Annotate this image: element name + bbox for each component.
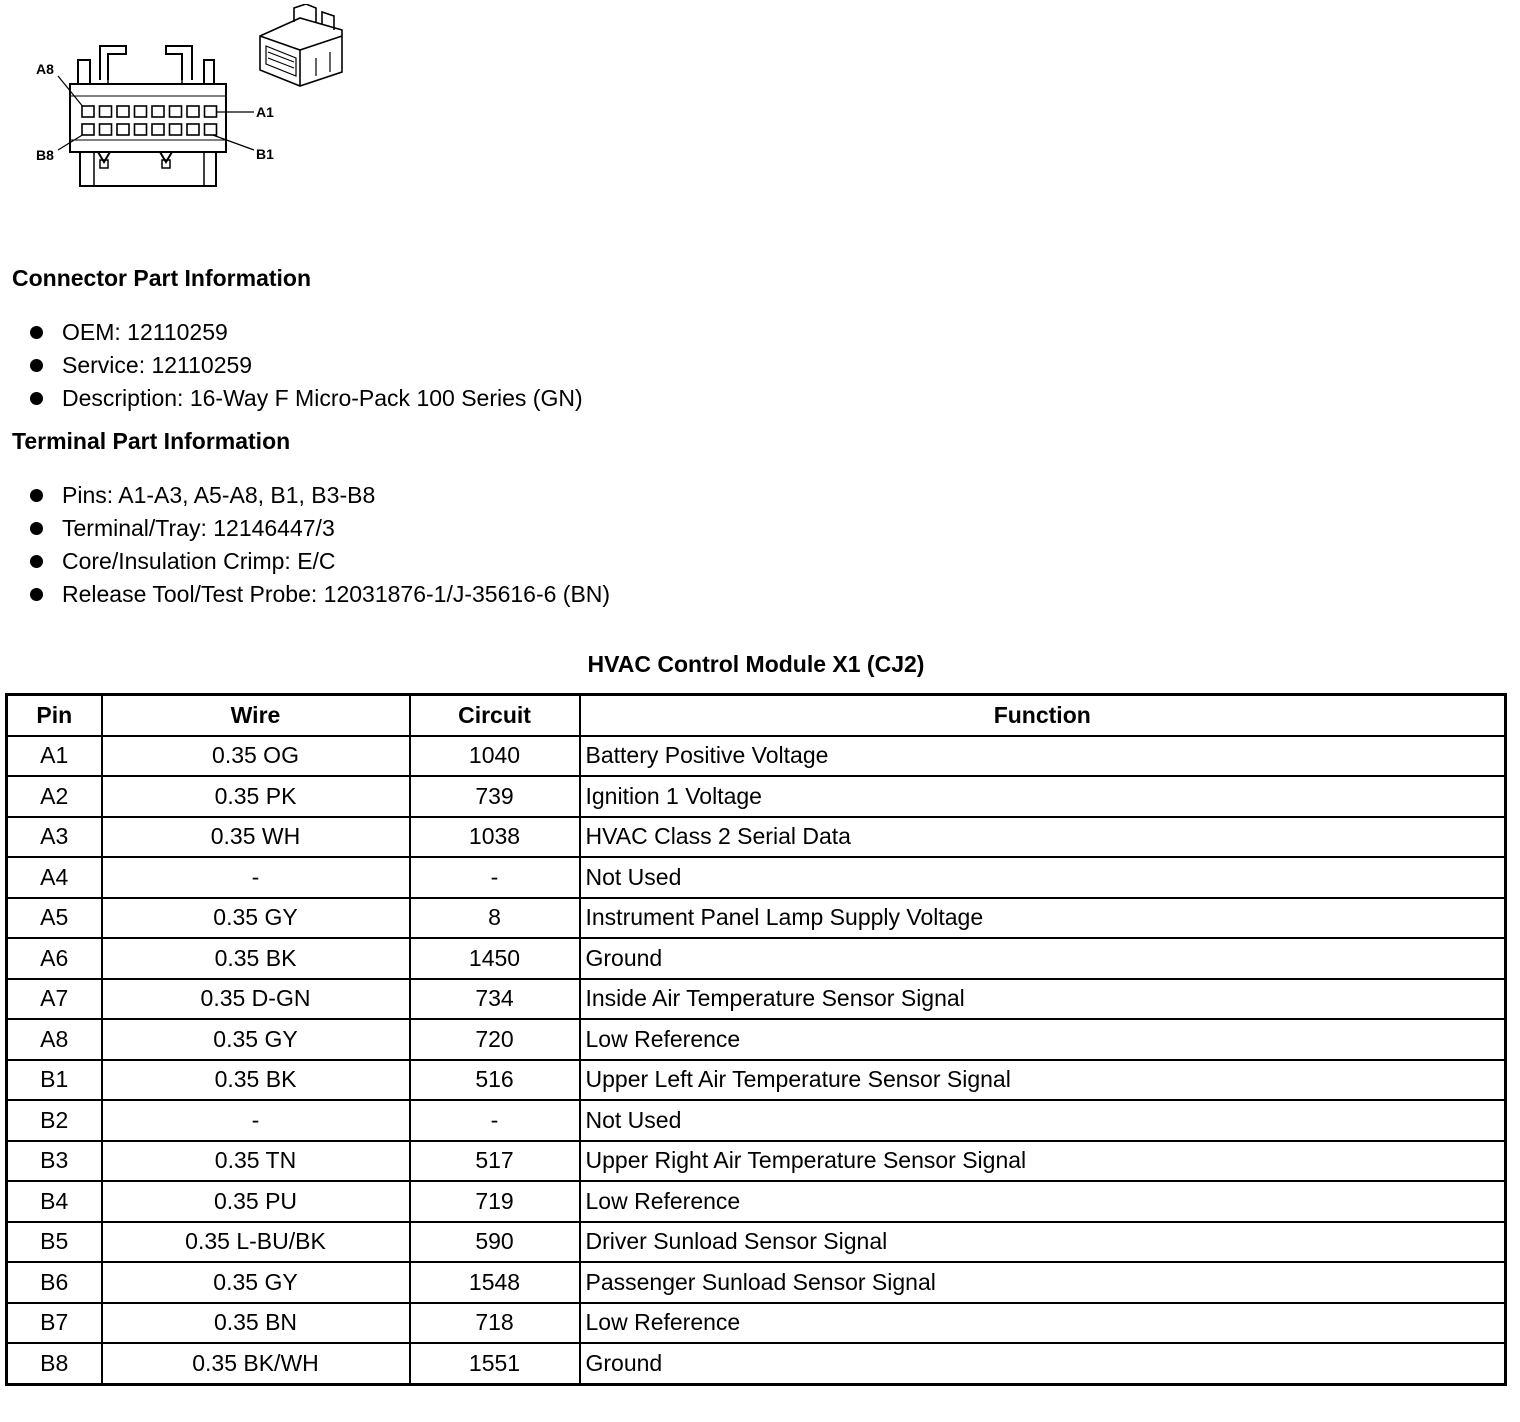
cell-pin: B6 [7,1262,102,1303]
cell-circuit: 590 [410,1222,580,1263]
terminal-cavity [135,106,147,117]
cell-wire: 0.35 OG [102,736,410,777]
table-title: HVAC Control Module X1 (CJ2) [587,651,925,677]
table-row [7,979,1506,1020]
cell-wire: 0.35 BK [102,1060,410,1101]
bullet-icon [30,522,43,535]
cell-function: Ground [580,1343,1506,1384]
table-row [7,898,1506,939]
cell-wire: 0.35 BK [102,938,410,979]
cell-function: Driver Sunload Sensor Signal [580,1222,1506,1263]
cell-pin: B7 [7,1303,102,1344]
cell-pin: A3 [7,817,102,858]
bullet-icon [30,489,43,502]
cell-function: HVAC Class 2 Serial Data [580,817,1506,858]
cell-circuit: 1548 [410,1262,580,1303]
cell-wire: - [102,857,410,898]
cell-wire: 0.35 PK [102,776,410,817]
cell-circuit: 739 [410,776,580,817]
cell-pin: B8 [7,1343,102,1384]
cell-pin: A7 [7,979,102,1020]
cell-pin: A2 [7,776,102,817]
cell-function: Battery Positive Voltage [580,736,1506,777]
table-row [7,938,1506,979]
cell-function: Passenger Sunload Sensor Signal [580,1262,1506,1303]
terminal-cavity [170,124,182,135]
cell-pin: A6 [7,938,102,979]
cell-circuit: 516 [410,1060,580,1101]
cell-pin: A1 [7,736,102,777]
cell-circuit: - [410,1100,580,1141]
cell-function: Not Used [580,1100,1506,1141]
cell-wire: 0.35 L-BU/BK [102,1222,410,1263]
bullet-icon [30,392,43,405]
pin-label-a1: A1 [256,104,274,120]
cell-function: Instrument Panel Lamp Supply Voltage [580,898,1506,939]
table-row [7,1343,1506,1384]
bullet-icon [30,326,43,339]
pinout-table [5,693,1507,1386]
terminal-cavity [135,124,147,135]
cell-function: Low Reference [580,1181,1506,1222]
terminal-cavity [152,106,164,117]
cell-circuit: 734 [410,979,580,1020]
list-item-text: Service: 12110259 [62,352,253,378]
table-row [7,1141,1506,1182]
cell-wire: 0.35 BK/WH [102,1343,410,1384]
cell-circuit: 1450 [410,938,580,979]
cell-function: Inside Air Temperature Sensor Signal [580,979,1506,1020]
table-row [7,1262,1506,1303]
terminal-cavity [117,124,129,135]
connector-part-info-list [28,316,583,415]
table-row [7,1181,1506,1222]
cell-circuit: 718 [410,1303,580,1344]
pin-label-b8: B8 [36,147,54,163]
terminal-cavity [187,106,199,117]
table-row [7,736,1506,777]
list-item [28,578,610,611]
cell-wire: 0.35 PU [102,1181,410,1222]
cell-wire: 0.35 TN [102,1141,410,1182]
cell-function: Ground [580,938,1506,979]
cell-pin: A5 [7,898,102,939]
cell-circuit: 1038 [410,817,580,858]
cell-wire: 0.35 GY [102,1262,410,1303]
cell-function: Upper Right Air Temperature Sensor Signal [580,1141,1506,1182]
cell-wire: 0.35 GY [102,898,410,939]
terminal-cavity [170,106,182,117]
cell-pin: B4 [7,1181,102,1222]
terminal-cavity [82,106,94,117]
list-item [28,512,610,545]
cell-wire: - [102,1100,410,1141]
cell-function: Not Used [580,857,1506,898]
list-item [28,545,610,578]
list-item-text: Description: 16-Way F Micro-Pack 100 Series (GN) [62,385,583,411]
cell-pin: B5 [7,1222,102,1263]
terminal-cavity [82,124,94,135]
connector-part-info-heading: Connector Part Information [12,265,312,291]
terminal-cavity [100,124,112,135]
pin-label-b1: B1 [256,146,274,162]
terminal-cavity [205,124,217,135]
terminal-cavity [117,106,129,117]
cell-circuit: 720 [410,1019,580,1060]
cell-pin: B3 [7,1141,102,1182]
list-item [28,382,583,415]
bullet-icon [30,588,43,601]
terminal-cavity [152,124,164,135]
cell-function: Ignition 1 Voltage [580,776,1506,817]
table-row [7,1019,1506,1060]
cell-circuit: 1040 [410,736,580,777]
bullet-icon [30,555,43,568]
cell-wire: 0.35 WH [102,817,410,858]
list-item [28,349,583,382]
header-pin: Pin [7,695,102,736]
cell-wire: 0.35 D-GN [102,979,410,1020]
cell-circuit: 517 [410,1141,580,1182]
cell-pin: A4 [7,857,102,898]
table-row [7,817,1506,858]
cell-circuit: 8 [410,898,580,939]
connector-diagram [30,4,360,194]
terminal-part-info-list [28,479,610,611]
list-item-text: OEM: 12110259 [62,319,228,345]
list-item-text: Release Tool/Test Probe: 12031876-1/J-35616-6 (BN) [62,581,611,607]
cell-circuit: 1551 [410,1343,580,1384]
cell-pin: B2 [7,1100,102,1141]
terminal-cavity [100,106,112,117]
cell-circuit: 719 [410,1181,580,1222]
table-row [7,1303,1506,1344]
cell-function: Low Reference [580,1019,1506,1060]
list-item-text: Terminal/Tray: 12146447/3 [62,515,335,541]
table-header-row [7,695,1506,736]
list-item-text: Core/Insulation Crimp: E/C [62,548,336,574]
pin-label-a8: A8 [36,61,54,77]
table-row [7,1222,1506,1263]
terminal-part-info-heading: Terminal Part Information [12,428,291,454]
cell-wire: 0.35 BN [102,1303,410,1344]
cell-circuit: - [410,857,580,898]
header-function: Function [580,695,1506,736]
terminal-cavity [205,106,217,117]
cell-function: Upper Left Air Temperature Sensor Signal [580,1060,1506,1101]
terminal-cavity [187,124,199,135]
table-row [7,1060,1506,1101]
header-wire: Wire [102,695,410,736]
table-row [7,776,1506,817]
cell-function: Low Reference [580,1303,1506,1344]
cell-wire: 0.35 GY [102,1019,410,1060]
list-item [28,479,610,512]
list-item-text: Pins: A1-A3, A5-A8, B1, B3-B8 [62,482,376,508]
list-item [28,316,583,349]
table-row [7,1100,1506,1141]
bullet-icon [30,359,43,372]
header-circuit: Circuit [410,695,580,736]
cell-pin: A8 [7,1019,102,1060]
table-row [7,857,1506,898]
cell-pin: B1 [7,1060,102,1101]
